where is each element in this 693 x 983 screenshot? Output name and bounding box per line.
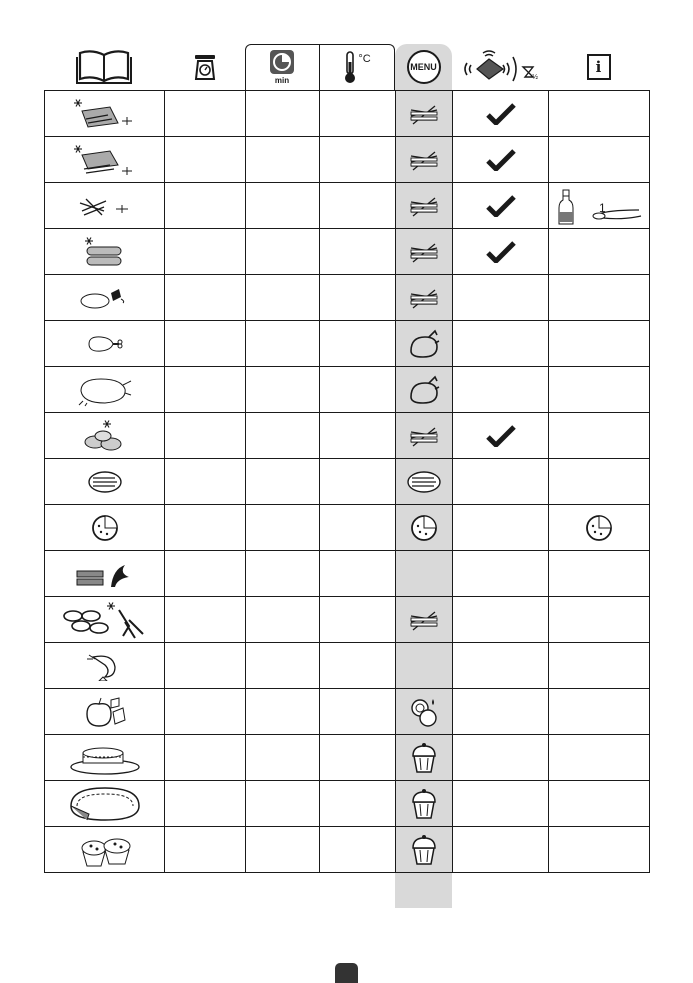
muffins-icon <box>45 827 164 872</box>
header-info <box>548 44 649 90</box>
frozen-chicken-pieces-icon <box>45 413 164 458</box>
info-cell <box>549 505 650 551</box>
table-row <box>45 413 650 459</box>
menu-cell <box>396 321 453 367</box>
time-cell <box>246 183 320 229</box>
menu-cell <box>396 689 453 735</box>
menu-cell <box>396 275 453 321</box>
temperature-cell <box>320 91 396 137</box>
food-cell <box>45 827 165 873</box>
menu-cupcake-icon <box>396 735 452 780</box>
food-cell <box>45 137 165 183</box>
shake-cell <box>453 689 549 735</box>
shake-cell <box>453 597 549 643</box>
table-row <box>45 321 650 367</box>
apple-icon <box>45 689 164 734</box>
temperature-cell <box>320 459 396 505</box>
menu-cell <box>396 827 453 873</box>
shake-cell <box>453 413 549 459</box>
checkmark-icon <box>453 229 548 274</box>
header-book <box>44 44 164 90</box>
info-cell <box>549 827 650 873</box>
table-row <box>45 275 650 321</box>
menu-cell <box>396 597 453 643</box>
temperature-unit-label: °C <box>358 53 371 65</box>
info-cell <box>549 413 650 459</box>
table-row <box>45 735 650 781</box>
weight-cell <box>165 827 246 873</box>
food-cell <box>45 321 165 367</box>
frozen-thick-fries-icon <box>45 137 164 182</box>
menu-pizza-icon <box>396 505 452 550</box>
header-weight <box>164 44 245 90</box>
frozen-thin-fries-icon <box>45 91 164 136</box>
food-cell <box>45 367 165 413</box>
table-row <box>45 137 650 183</box>
menu-cell <box>396 413 453 459</box>
temperature-cell <box>320 321 396 367</box>
menu-fries-icon <box>396 137 452 182</box>
info-cell <box>549 183 650 229</box>
header-shake <box>452 44 548 90</box>
menu-cell <box>396 367 453 413</box>
table-row <box>45 505 650 551</box>
menu-chicken-icon <box>396 367 452 412</box>
table-row <box>45 781 650 827</box>
menu-dehydrate-icon <box>396 689 452 734</box>
frozen-croquettes-icon <box>45 229 164 274</box>
temperature-cell <box>320 689 396 735</box>
table-row <box>45 183 650 229</box>
timer-icon <box>269 49 295 75</box>
info-cell <box>549 459 650 505</box>
shake-basket-icon <box>459 47 541 87</box>
weight-cell <box>165 183 246 229</box>
food-cell <box>45 781 165 827</box>
time-cell <box>246 551 320 597</box>
temperature-cell <box>320 183 396 229</box>
info-cell <box>549 735 650 781</box>
food-cell <box>45 551 165 597</box>
info-icon <box>587 54 611 80</box>
table-row <box>45 367 650 413</box>
header-menu <box>395 44 452 90</box>
table-row <box>45 459 650 505</box>
temperature-cell <box>320 781 396 827</box>
whole-chicken-icon <box>45 367 164 412</box>
weight-cell <box>165 505 246 551</box>
time-cell <box>246 643 320 689</box>
page-number-tab <box>335 963 358 983</box>
chicken-drumstick-icon <box>45 321 164 366</box>
temperature-cell <box>320 137 396 183</box>
food-cell <box>45 643 165 689</box>
menu-fries-icon <box>396 229 452 274</box>
menu-cell <box>396 137 453 183</box>
weight-cell <box>165 137 246 183</box>
menu-fries-icon <box>396 275 452 320</box>
food-cell <box>45 91 165 137</box>
time-cell <box>246 827 320 873</box>
info-cell <box>549 321 650 367</box>
menu-cell <box>396 781 453 827</box>
thermometer-icon <box>343 50 357 84</box>
checkmark-icon <box>453 183 548 228</box>
weight-cell <box>165 413 246 459</box>
table-row <box>45 689 650 735</box>
shake-cell <box>453 367 549 413</box>
time-cell <box>246 229 320 275</box>
time-cell <box>246 689 320 735</box>
tart-icon <box>45 781 164 826</box>
open-book-icon <box>76 49 132 85</box>
menu-cell <box>396 643 453 689</box>
table-row <box>45 91 650 137</box>
info-icon-letter: i <box>595 58 602 76</box>
shake-cell <box>453 551 549 597</box>
menu-steak-icon <box>396 459 452 504</box>
info-cell <box>549 229 650 275</box>
weight-cell <box>165 689 246 735</box>
info-cell <box>549 367 650 413</box>
time-cell <box>246 597 320 643</box>
info-oil-bottle-spoon-icon <box>549 183 649 228</box>
food-cell <box>45 735 165 781</box>
info-cell <box>549 781 650 827</box>
info-cell <box>549 275 650 321</box>
info-cell <box>549 597 650 643</box>
menu-cupcake-icon <box>396 827 452 872</box>
pizza-icon <box>45 505 164 550</box>
time-unit-label: min <box>274 76 290 85</box>
food-cell <box>45 459 165 505</box>
menu-chicken-icon <box>396 321 452 366</box>
weight-cell <box>165 229 246 275</box>
menu-label: MENU <box>410 62 437 72</box>
time-cell <box>246 459 320 505</box>
table-row <box>45 597 650 643</box>
temperature-cell <box>320 643 396 689</box>
shake-half-label: ½ <box>532 74 538 81</box>
header-temperature <box>319 44 395 90</box>
fish-fillet-icon <box>45 551 164 596</box>
info-cell <box>549 137 650 183</box>
header-time <box>245 44 319 90</box>
shake-cell <box>453 827 549 873</box>
time-cell <box>246 367 320 413</box>
weight-cell <box>165 275 246 321</box>
temperature-cell <box>320 597 396 643</box>
weight-cell <box>165 459 246 505</box>
shake-cell <box>453 91 549 137</box>
shake-cell <box>453 137 549 183</box>
info-cell <box>549 91 650 137</box>
time-cell <box>246 321 320 367</box>
menu-fries-icon <box>396 413 452 458</box>
shake-cell <box>453 459 549 505</box>
table-row <box>45 827 650 873</box>
checkmark-icon <box>453 413 548 458</box>
cheesecake-icon <box>45 735 164 780</box>
time-cell <box>246 781 320 827</box>
menu-cell <box>396 91 453 137</box>
temperature-cell <box>320 275 396 321</box>
menu-cell <box>396 551 453 597</box>
temperature-cell <box>320 505 396 551</box>
food-cell <box>45 413 165 459</box>
shake-cell <box>453 505 549 551</box>
food-cell <box>45 597 165 643</box>
menu-cell <box>396 183 453 229</box>
weight-cell <box>165 551 246 597</box>
checkmark-icon <box>453 91 548 136</box>
weighing-scale-icon <box>192 53 218 81</box>
checkmark-icon <box>453 137 548 182</box>
info-cell <box>549 689 650 735</box>
menu-cell <box>396 229 453 275</box>
shake-cell <box>453 321 549 367</box>
info-cell <box>549 551 650 597</box>
menu-cell <box>396 735 453 781</box>
table-row <box>45 551 650 597</box>
weight-cell <box>165 643 246 689</box>
weight-cell <box>165 321 246 367</box>
table-row <box>45 643 650 689</box>
food-cell <box>45 689 165 735</box>
menu-fries-icon <box>396 597 452 642</box>
weight-cell <box>165 597 246 643</box>
steak-icon <box>45 459 164 504</box>
shake-cell <box>453 781 549 827</box>
temperature-cell <box>320 551 396 597</box>
temperature-cell <box>320 735 396 781</box>
time-cell <box>246 137 320 183</box>
time-cell <box>246 91 320 137</box>
oil-spoon-count: 1 <box>599 201 606 215</box>
food-cell <box>45 229 165 275</box>
temperature-cell <box>320 827 396 873</box>
food-cell <box>45 183 165 229</box>
time-cell <box>246 275 320 321</box>
temperature-cell <box>320 367 396 413</box>
temperature-cell <box>320 229 396 275</box>
weight-cell <box>165 735 246 781</box>
info-pizza-icon <box>549 505 649 550</box>
menu-cell <box>396 505 453 551</box>
food-cell <box>45 275 165 321</box>
time-cell <box>246 735 320 781</box>
fresh-fries-icon <box>45 183 164 228</box>
info-cell <box>549 643 650 689</box>
menu-fries-icon <box>396 91 452 136</box>
menu-cupcake-icon <box>396 781 452 826</box>
table-row <box>45 229 650 275</box>
shake-cell <box>453 183 549 229</box>
menu-fish-icon <box>396 551 452 596</box>
cooking-table <box>44 90 650 873</box>
time-cell <box>246 413 320 459</box>
weight-cell <box>165 781 246 827</box>
shake-cell <box>453 735 549 781</box>
frozen-onion-rings-squid-icon <box>45 597 164 642</box>
menu-cell <box>396 459 453 505</box>
weight-cell <box>165 91 246 137</box>
food-cell <box>45 505 165 551</box>
shake-cell <box>453 229 549 275</box>
shake-cell <box>453 275 549 321</box>
weight-cell <box>165 367 246 413</box>
shake-cell <box>453 643 549 689</box>
chicken-nuggets-icon <box>45 275 164 320</box>
menu-fries-icon <box>396 183 452 228</box>
shrimp-icon <box>45 643 164 688</box>
temperature-cell <box>320 413 396 459</box>
time-cell <box>246 505 320 551</box>
